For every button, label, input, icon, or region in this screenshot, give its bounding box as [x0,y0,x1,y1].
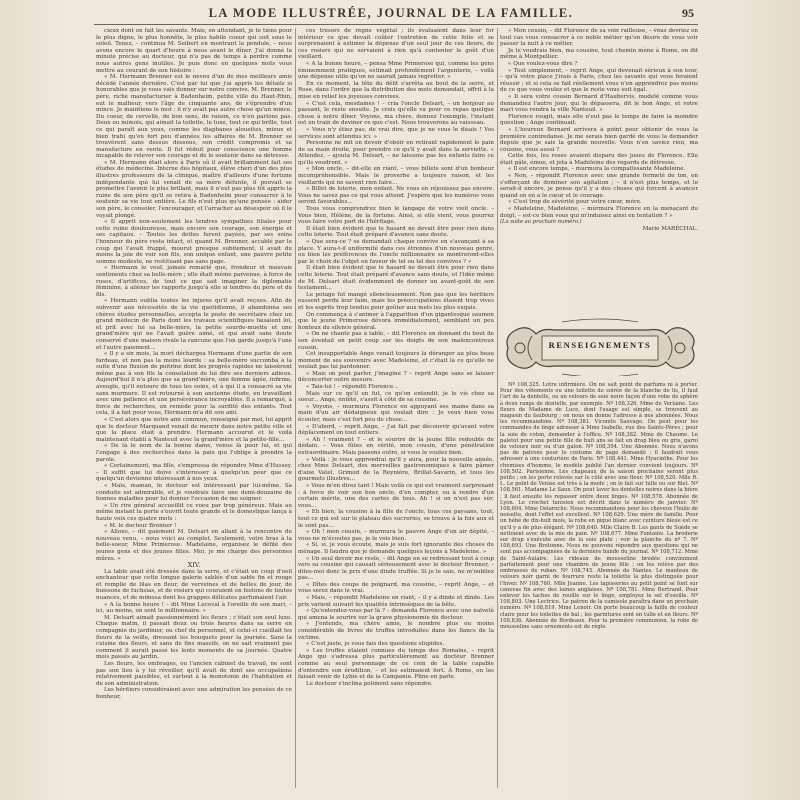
paragraph: Mais sur ce qu'il en fut, ce qu'on entendit, je le vis chez sa soeur... Ange, entêté, s'assit à côté de sa cousine. [298,390,494,404]
paragraph: « Vous n'y étiez pas, de vrai dire, que je ne vous le disais ! Vos services sont attendus ici. » [298,126,494,140]
paragraph: « Allons, – dit gaiement M. Delsart en allant à la rencontre du nouveau venu, – nous voici au complet. Seulement, votre bras à la belle-soeur, Mme Primerose. Madelaine, organisez le défilé des jeunes gens et des jeunes filles. Moi, je me charge des personnes mûres. » [96,529,292,562]
paragraph: « Il est encore temps, – murmura la compatissante Madeleine. [508,166,686,173]
paragraph: En ce moment, la tête du délit s'arrêta au bout de la serre, et Rose, dans l'ordre que la distribution des mets demandait, offrit à la mise en relief les joyeuses convives. [298,80,494,100]
header-rule [94,24,698,25]
paragraph: « Dîtes des coups de poignard, ma cousine, – reprit Ange, – et vous serez dans le vrai. [298,581,494,595]
journal-title: LA MODE ILLUSTRÉE, JOURNAL DE LA FAMILLE. [208,6,574,20]
paragraph: « Hermann le veuf, jamais remarié que, frondeur et mauvais sentiments chez sa belle-mère ; elle était même parvenue, à force de ruses, d'artifices, de tout ce que sait imaginer la diplomatie féminine, à aliéner les rapports jusqu'à elle si tendres du père et du fils. [96,265,292,298]
paragraph: Florence rougit, mais elle n'eut pas le temps de faire la moindre question ; Ange continuait. [500,113,698,127]
paragraph: « Certainement, ma fille, s'empressa de répondre Mme d'Hussey. – Il suffit que lui doive s'intéresser à quelqu'un pour que ce quelqu'un devienne intéressant à nos yeux. [96,463,292,483]
paragraph: « Tais-toi ! – répondit Florence... [306,384,399,391]
paragraph: « Voilà : je vous apprendrai qu'il y aura, pour la nouvelle année, chez Mme Delsart, des merveilles gastronomiques à faire pâmer d'aise Vatel, Grimod de la Reynière, Brillat-Savarin, et tous les gourmets illustres... [298,456,494,483]
paragraph: « Un seul devoir me reste, – dit Ange en se redressant tout à coup vers sa cousine qui causait sérieusement avec le docteur Brenner, – dites-moi donc le prix d'une dinde truffée. Si je le sais, ne m'oubliez pas... [298,555,494,582]
paragraph: Le docteur s'inclina poliment sans répondre. [306,680,433,687]
paragraph: « Mais, maman, le docteur est intéressant par lui-même. Sa conduite est admirable, et je voudrais faire une demi-douzaine de bonnes maladies pour lui donner l'occasion de me soigner. [96,482,292,503]
paragraph: « Non, – répondit Florence avec une grande fermeté de ton, en s'efforçant de dominer son agitation ; – il n'est plus temps, et le serait-il encore, je pense qu'il y a des choses qui forcent à avancer quand on en a le cœur et le courage. [500,173,698,199]
paragraph: « Mais on peut parler, j'imagine ? – reprit Ange sans se laisser déconcerter outre mesure. [298,370,494,384]
paragraph: M. Delsart aimait passionnément les fleurs ; c'était son seul luxe. Chaque matin, il passait deux ou trois heures dans sa serre en compagnie du jardinier, ou chef du personnel, et celui-ci cueillait les fleurs de la veille, dressant les bouquets pour la journée. Sans la cuisine des fleurs, et sans de fins massifs, on ne sait vraiment pas comment il aurait passé les lents moments de sa journée. Quatre mois passés au jardin. [96,614,292,661]
column-1 [96,28,292,790]
paragraph: ces trésors de régne végétal ; ils évaluaient dans leur for intérieur ce que devait coûter l'entretien de cette folie et se surprenaient à estimer la dépense d'un seul jour de ces fleurs, de ces rosiers qui ne servaient à rien qu'à contenter le goût d'un vieillard. [298,28,494,61]
paragraph: « Billet de loterie, mon enfant. Ne vous en réjouissez pas encore. Vous ne savez pas ce qui vous attend. J'espère que les numéros vous seront favorables... [298,186,494,206]
paragraph: « C'est trop de sévérité pour votre cœur, mère. [508,199,642,206]
paragraph: « Il apprit non-seulement les tendres sympathies filiales pour cette ruine douloureuse, mais encore son courage, son énergie et ses capitaux. – Toutes les dettes furent payées, par ses soins l'honneur du père resta intact, et quand M. Brenner, accablé par le coup qui l'avait frappé, mourut presque subitement, il avait du moins la joie de voir son fils, son unique enfant, une pauvre petite somme modeste, ne restituant pas sans gage. [96,219,292,265]
paragraph: Cet insupportable Ange venait toujours la déranger au plus beau moment de ses souvenirs avec Madeleine, et c'était là ce qu'elle ne voulait pas lui pardonner. [298,351,494,371]
paragraph: Les fleurs, les ombrages, ou l'ancien cabinet de travail, ne sont pas son lieu à y lui réveiller, qu'il avait de dont ses occupations relativement paisibles, et surtout à la monotonie de l'habitation et de son administration. [96,661,292,687]
paragraph: « A la bonne heure ! – dit Mme Luceval à l'oreille de son mari, – ici, au moins, on sent le millionnaire. » [96,601,292,615]
paragraph: « Il sera votre cousin Bernard d'Haubervis, modelé comme vous demandiez l'autre jour, qui le dépassera, dit le bon Ange, et votre mari vous rendra la ville Nanteuil. » [500,93,698,114]
paragraph: « Il y a six mois, la mort déchargea Hermann d'une partie de son fardeau, et non pas la moins lourde : sa belle-mère succomba à la suite d'une fluxion de poitrine dont les progrès rapides ne laissèrent même pas à son fils la consolation de lui dire ses derniers adieux. Aujourd'hui il n'a plus que sa grand'mère, une femme âgée, infirme, aveugle, qu'il entoure de tous les soins, et à qui il a consacré sa vie sans murmure. Il est retourné à son ancienne étude, en travaillant avec une patience et une persévérance incroyables. Il a remarqué, à force de recherches, un remède pour la surdité des enfants. Tout cela, il a fait pour vous, Hermann m'a dit son ami. [96,351,292,417]
paragraph: « Mais, – répondit Madeleine en riant, – il y a dinde et dinde. Les prix varient suivant les qualités intrinsèques de la bête. [298,595,494,608]
paragraph: On commença à s'animer à l'apparition d'un gigantesque saumon que le jeune Primerose dévora immédiatement, semblant un peu honteux du silence général. [298,311,494,331]
paragraph: « A la bonne heure, – pensa Mme Primerose qui, comme les gens éminemment pratiques, estimait profondément l'argenterie, – voilà une dépense utile qu'on ne saurait jamais regretter. » [298,60,494,81]
column-2 [298,28,494,790]
paragraph: « Un rire général accueillit ce voeu par trop généreux. Mais au même instant la porte s'ouvrit toute grande et le domestique lança à haute voix ces quatre mots : [96,502,292,522]
paragraph: « Hermann oublia toutes les injures qu'il avait reçues. Afin de subvenir aux nécessités de la vie quotidienne, il abandonna ses chères études personnelles, accepta le poste de secrétaire chez un grand médecin de Paris dont les travaux scientifiques faisaient loi, et prit avec lui sa belle-mère, la petite sourde-muette et une grand'mère qui ne l'avait guère aimé, et qui avait sans doute conservé d'une maison rivale la rancune que l'on garde jusqu'à l'une et l'autre paiement... [96,298,292,351]
renseignements-title: RENSEIGNEMENTS [548,340,652,350]
paragraph: « Ah ! vraiment ? – et le sourire de la jeune fille redouble de dédain. – Vous fûtes en vérité, mon cousin, d'une pénétration extraordinaire. Mais passons outre, si vous le voulez bien. [298,436,494,456]
paragraph: « C'est juste, je vous fais des questions stupides. [306,641,445,648]
paragraph: « M. Hermann était alors à Paris où il avait brillamment fait ses études de médecine. Interne des hôpitaux, élève cheri d'un des plus illustres professeurs de la clinique, maître d'ailleurs d'une fortune indépendante qui lui venait de sa mère défunte, il pouvait se promettre l'avenir le plus brillant, mais il n'eut pas plus tôt appris la ruine de son père qu'il se retira à Badenheim pour consacrer à le soutenir sa vie tout entière. Le fils n'eut plus qu'une pensée : aider son père, le consoler, l'encourager, et l'arracher au désespoir où il le voyait plongé. [96,159,292,219]
column-divider-1 [295,28,296,788]
paragraph: Le potage fut mangé silencieusement. Non pas que les héritiers eussent perdu leur faim, mais les préoccupations étaient trop vives et les esprits trop tendus pour goûter aux mets les plus exquis. [298,291,494,311]
paragraph: « C'est alors que notre ami commun, renseigné par moi, lui apprit que le docteur Marquand venait de mourir dans notre petite ville et que la place était à prendre. Hermann accourut et le voilà maintenant établi à Nanteuil avec la grand'mère et la petite-fille... [96,417,292,443]
paragraph: « Madeleine, Madeleine, – murmura Florence en la menaçant du doigt, – est-ce bien vous qui m'induisez ainsi en tentation ? » [500,206,698,219]
column-divider-2 [497,28,498,788]
paragraph: « Mon cousin, – dit Florence de sa voix railleuse, – vous devriez en tout cas vous consacrer à ce noble métier qu'on désire de vous voir passer la nuit à ce métier. [500,28,698,48]
paragraph: « Tout simplement, – reprit Ange, qui devenait sérieux à son tour, – qu'à votre place j'irais à Paris, chez les savants qui vous feraient réussir ; et si cela se fait réellement vous n'en apprendrez pas moins de ce que vous voulez et que le reste vous soit égal. [500,67,698,94]
paragraph: « Que sera-ce ? se demandait chaque convive en s'avançant à sa place. Y aura-t-il uniformité dans ces étrennes d'un nouveau genre, ou bien les préférences de l'oncle millionnaire se montreront-elles par le choix de l'objet en faveur de tel ou tel des convives ? » [298,239,494,265]
paragraph: Les héritiers considéraient avec une admiration les pensées de ce bonheur, [96,687,292,700]
paragraph: La table avait été dressée dans la serre, et c'était un coup d'oeil enchanteur que cette longue galerie sablée d'un sable fin et rouge et remplie de lilas en fleur, de verveines et de belles de jour, de buissons de fuchsias, et de rosiers qui couraient en festons de toutes nuances, et de mimosa dont les grappes délicates parfumaient l'air. [96,568,292,602]
paragraph: « Que voulez-vous dire ? [508,60,578,67]
author-signature: Marie MARÉCHAL. [642,225,698,232]
paragraph: « D'abord, – reprit Ange, – j'ai fait par découvrir qu'avant votre déplacement on tout entiers. [298,423,494,437]
paragraph: Personne ne mit en devoir d'obéir en retirant rapidement le pain de sa main droite, pour prendre ce qu'il y avait dans la serviette. « Attendez, – ajouta M. Delsart, – ne laissons pas les enfants faire ce qu'ils voudront. » [298,140,494,166]
paragraph: « De là le nom de la bonne dame, venue là pour lui, et qui l'engage à des recherches dans la paix qui l'oblige à prendre la parole. [96,443,292,463]
page-number: 95 [682,6,694,20]
paragraph: « J'entends, ma chère amie, le nombre plus ou moins considérable de livres de truffes introduites dans les flancs de la victime. [298,621,494,641]
paragraph: « Vous m'en direz tant ! Mais voilà ce qui est vraiment surprenant : à force de voir son bon oncle, d'en compter, ou à rendre d'un certain mérite, une des cartes de tous. Ah ! si on n'est pas sûr, vous... [298,482,494,509]
answers-text: Nº 108,325. Lotre infirmière. On ne sait point de parfums ni à porter. Pour des vêtements ou une toilette de soirée de la blanche de lis, il faut l'art de la dentelle, ou un velours de soie noire façon d'une robe de sphère à deux rangs de dentelle, par exemple. Nº 108,326. Mme de Verlaine. Les fleurs de Madame de Luce, dont l'usage est simple, se trouvent au magasin du faubourg ; on nous en donne l'adresse à nos abonnées. Nous les recommandons. Nº 108,381. Vicomte Sauvage. On peut pour les commandes de linge adresser à Mme Isabelle, rue des Saints-Pères ; pour la soie de coton, demander à l'office. Nº 108,382. Mme de Chaume. Le paletot pour une petite fille de huit ans se fait en drap bleu ou gris, garni de velours noir ou d'un galon. Nº 108,394. Une Abonnée. Nous n'avons pas de patrons pour le costume de page demandé ; il faudrait vous adresser à une couturière de Paris. Nº 108,441. Mme Hyacinthe. Pour les chemises d'homme, le modèle publié l'an dernier convient toujours. Nº 108,502. Parisienne. Les chapeaux de la saison prochaine seront plus petits ; on les porte relevés sur le côté avec une fleur. Nº 108,520. Mlle R. L. Le point de Venise est très à la mode ; on le fait sur tulle ou sur filet. Nº 108,561. Madame Le Saux. On peut laver les dentelles noires dans la bière ; il faut ensuite les repasser entre deux linges. Nº 108,578. Abonnée de Lyon. Le crochet tunisien est décrit dans le numéro de janvier. Nº 108,604. Mme Delaroche. Nous recommandons pour les cheveux l'huile de noisette, dont l'effet est excellent. Nº 108,629. Une mère de famille. Pour un bébé de dix-huit mois, la robe en piqué blanc avec ceinture bleue est ce qu'il y a de plus élégant. Nº 108,640. Mlle Claire B. Les gants de Suède se nettoient avec de la mie de pain. Nº 108,677. Mme Fontaine. La broderie sur drap s'exécute avec de la soie plate ; voir la planche du nº 7. Nº 108,693. Une Bretonne. Nous ne pouvons répondre aux questions qui ne sont pas accompagnées de la dernière bande du journal. Nº 108,712. Mme de Saint-Aulaire. Les rideaux de mousseline brodée conviennent parfaitement pour une chambre de jeune fille ; on les relève par des embrasses de ruban. Nº 108,745. Abonnée de Nantes. Le manteau de velours noir garni de fourrure reste la toilette la plus distinguée pour l'hiver. Nº 108,760. Mlle Jeanne. Les tapisseries au petit point se font sur canevas fin avec des laines anglaises. Nº 108,781. Mme Bertrand. Pour enlever les taches de rouille sur le linge, employez le sel d'oseille. Nº 108,803. Une Lectrice. Le patron de la camisole paraîtra dans un prochain numéro. Nº 108,819. Mme Lenoir. On porte beaucoup la faille de couleur claire pour les toilettes de bal ; les garnitures sont en tulle et en fleurs. Nº 108,836. Abonnée de Bordeaux. Pour la première communion, la robe de mousseline sans ornements est de règle. [500,382,698,630]
chapter-number: XIV. [187,561,201,570]
paragraph: Il était bien évident que le hasard ne devait être pour rien dans cette loterie. Tout était préparé d'avance sans doute, et l'idée même de M. Delsart était évidemment de donner un avant-goût de son testament... [298,265,494,292]
column-3-story [500,28,698,342]
renseignements-banner [502,318,698,376]
paragraph: « Eh bien, la cousine à la fille de l'oncle, tous ces paysans, tout, tout ce qui est sur le plateau des sucreries, se trouve à la fois aux et le sont pas... [298,509,494,529]
paragraph: Je le voudrais bien, ma cousine, tout chemin mène à Rome, on dit même à Montpellier. [500,47,698,61]
paragraph: « C'est cela, mesdames ! – cria l'oncle Delsart, – un bonjour au passant, le reste ensuite. Je crois qu'elle va pour ce repas quelque chose à notre dîner. Voyons, ma chère, donnez l'exemple, l'instant est en train de deviner ce que c'est. Nous trouverons au vaisseau. [298,100,494,127]
page-header [88,6,694,24]
paragraph: « L'heureux Bernard arrivera à point pour obtenir de vous la première contredanse. Je me serais bien gardé de vous la demander depuis que je sais la grande nouvelle. Vous n'en saviez rien, ma cousine, vous aussi ? [500,126,698,153]
paragraph: « On ne chante pas à table, – dit Florence en donnant du bout de son éventail un petit coup sur les doigts de son malencontreux cousin. [298,331,494,351]
paragraph: cieux dont on fait les savants. Mais, en attendant, je te tiens pour le plus digne, le plus honnête, le plus habile coeur qui soit sous le soleil. Tenez, – continua M. Seibert en montrant la pendule, – nous avons encore le quart d'heure à nous avant le dîner. J'ai donné la minute précise au docteur, qui n'a pas de temps à perdre comme nous autres gens inutiles. Je puis donc en quelques mots vous mettre au courant de son histoire : [96,28,292,74]
paragraph: Tous vous comprendrez bien le langage de votre vieil oncle. – Vous bien, Hélène, de la fortune. Ainsi, si elle vient, vous pourrez vous faire votre part de l'héritage. [298,206,494,226]
column-3-answers [500,382,698,790]
paragraph: « M. le docteur Brenner ! [104,522,177,529]
paragraph: « M. Hermann Brenner est le neveu d'un de mes meilleurs amis décédé l'année dernière. C'est par lui que j'ai appris les détails si honorables que je vous vais donner sur notre convive. M. Brenner, le père, riche manufacturier à Badenheim, petite ville du Haut-Rhin, eut le malheur, vers l'âge de cinquante ans, de s'éprendre d'un mince. Je maintiens le mot : il n'y avait pas autre chose qu'un mince. Du coeur, de cervelle, de bon sens, de raison, ce n'en parlons pas. Deux ou mimois, qui aimait la toilette, le luxe, tout ce qui brille, tout ce qui paraît aux yeux, comme les diaphanes alouettes, mieux et bien trahi qu'en fort peu d'années les affaires de M. Brenner se trouvèrent sans dessus dessous, son crédit compromis et sa manufacture en vente. Il fut réduit pour conscience une femme incapable de relever son courage et de le soutenir dans sa détresse. [96,74,292,160]
paragraph: « Si, si, je vous écoute, mais je suis fort ignorante des choses du ménage. Il faudra que je demande quelques leçons à Madeleine. » [298,542,494,555]
paragraph: « Oh ! mon cousin, – murmura le pauvre Ange d'un air dépité, – vous ne m'écoutez pas, je le vois bien. [298,529,494,542]
paragraph: Cette fois, les roses avaient disparu des joues de Florence. Elle était pâle, émue, et jeta à Madeleine des regards de détresse. [500,153,698,166]
continuation-note: (La suite au prochain numéro.) [500,219,582,226]
paragraph: « Voyons, – murmura Florence en appuyant ses mains dans sa main d'un air dédaigneux qui voulait dire : Je veux bien vous écouter, mais c'est fort peu de chose... [298,403,494,424]
paragraph: « Mon oncle, – dit-elle en riant, – vous billets sont d'un bonheur incompréhensible. Mais le proverbe a toujours raison, et les vieillards qui ne savent rien faire... [298,166,494,186]
paragraph: Il était bien évident que le hasard ne devait être pour rien dans cette loterie. Tout était préparé d'avance sans doute. [298,225,494,239]
paragraph: « Qu'entendez-vous par là ? – demanda Florence avec une naïveté qui amena le sourire sur la grave physionomie du docteur. [298,608,494,621]
paragraph: « Les truffes étaient connues du temps des Romains, – reprit Ange qui s'adressa plus particulièrement au docteur Brenner comme au seul personnage de ce coin de la table capable d'entendre son érudition, – et les estimaient fort. À Rome, on les faisait venir de Lybie et de la Campanie. Pline en parle. [298,647,494,681]
